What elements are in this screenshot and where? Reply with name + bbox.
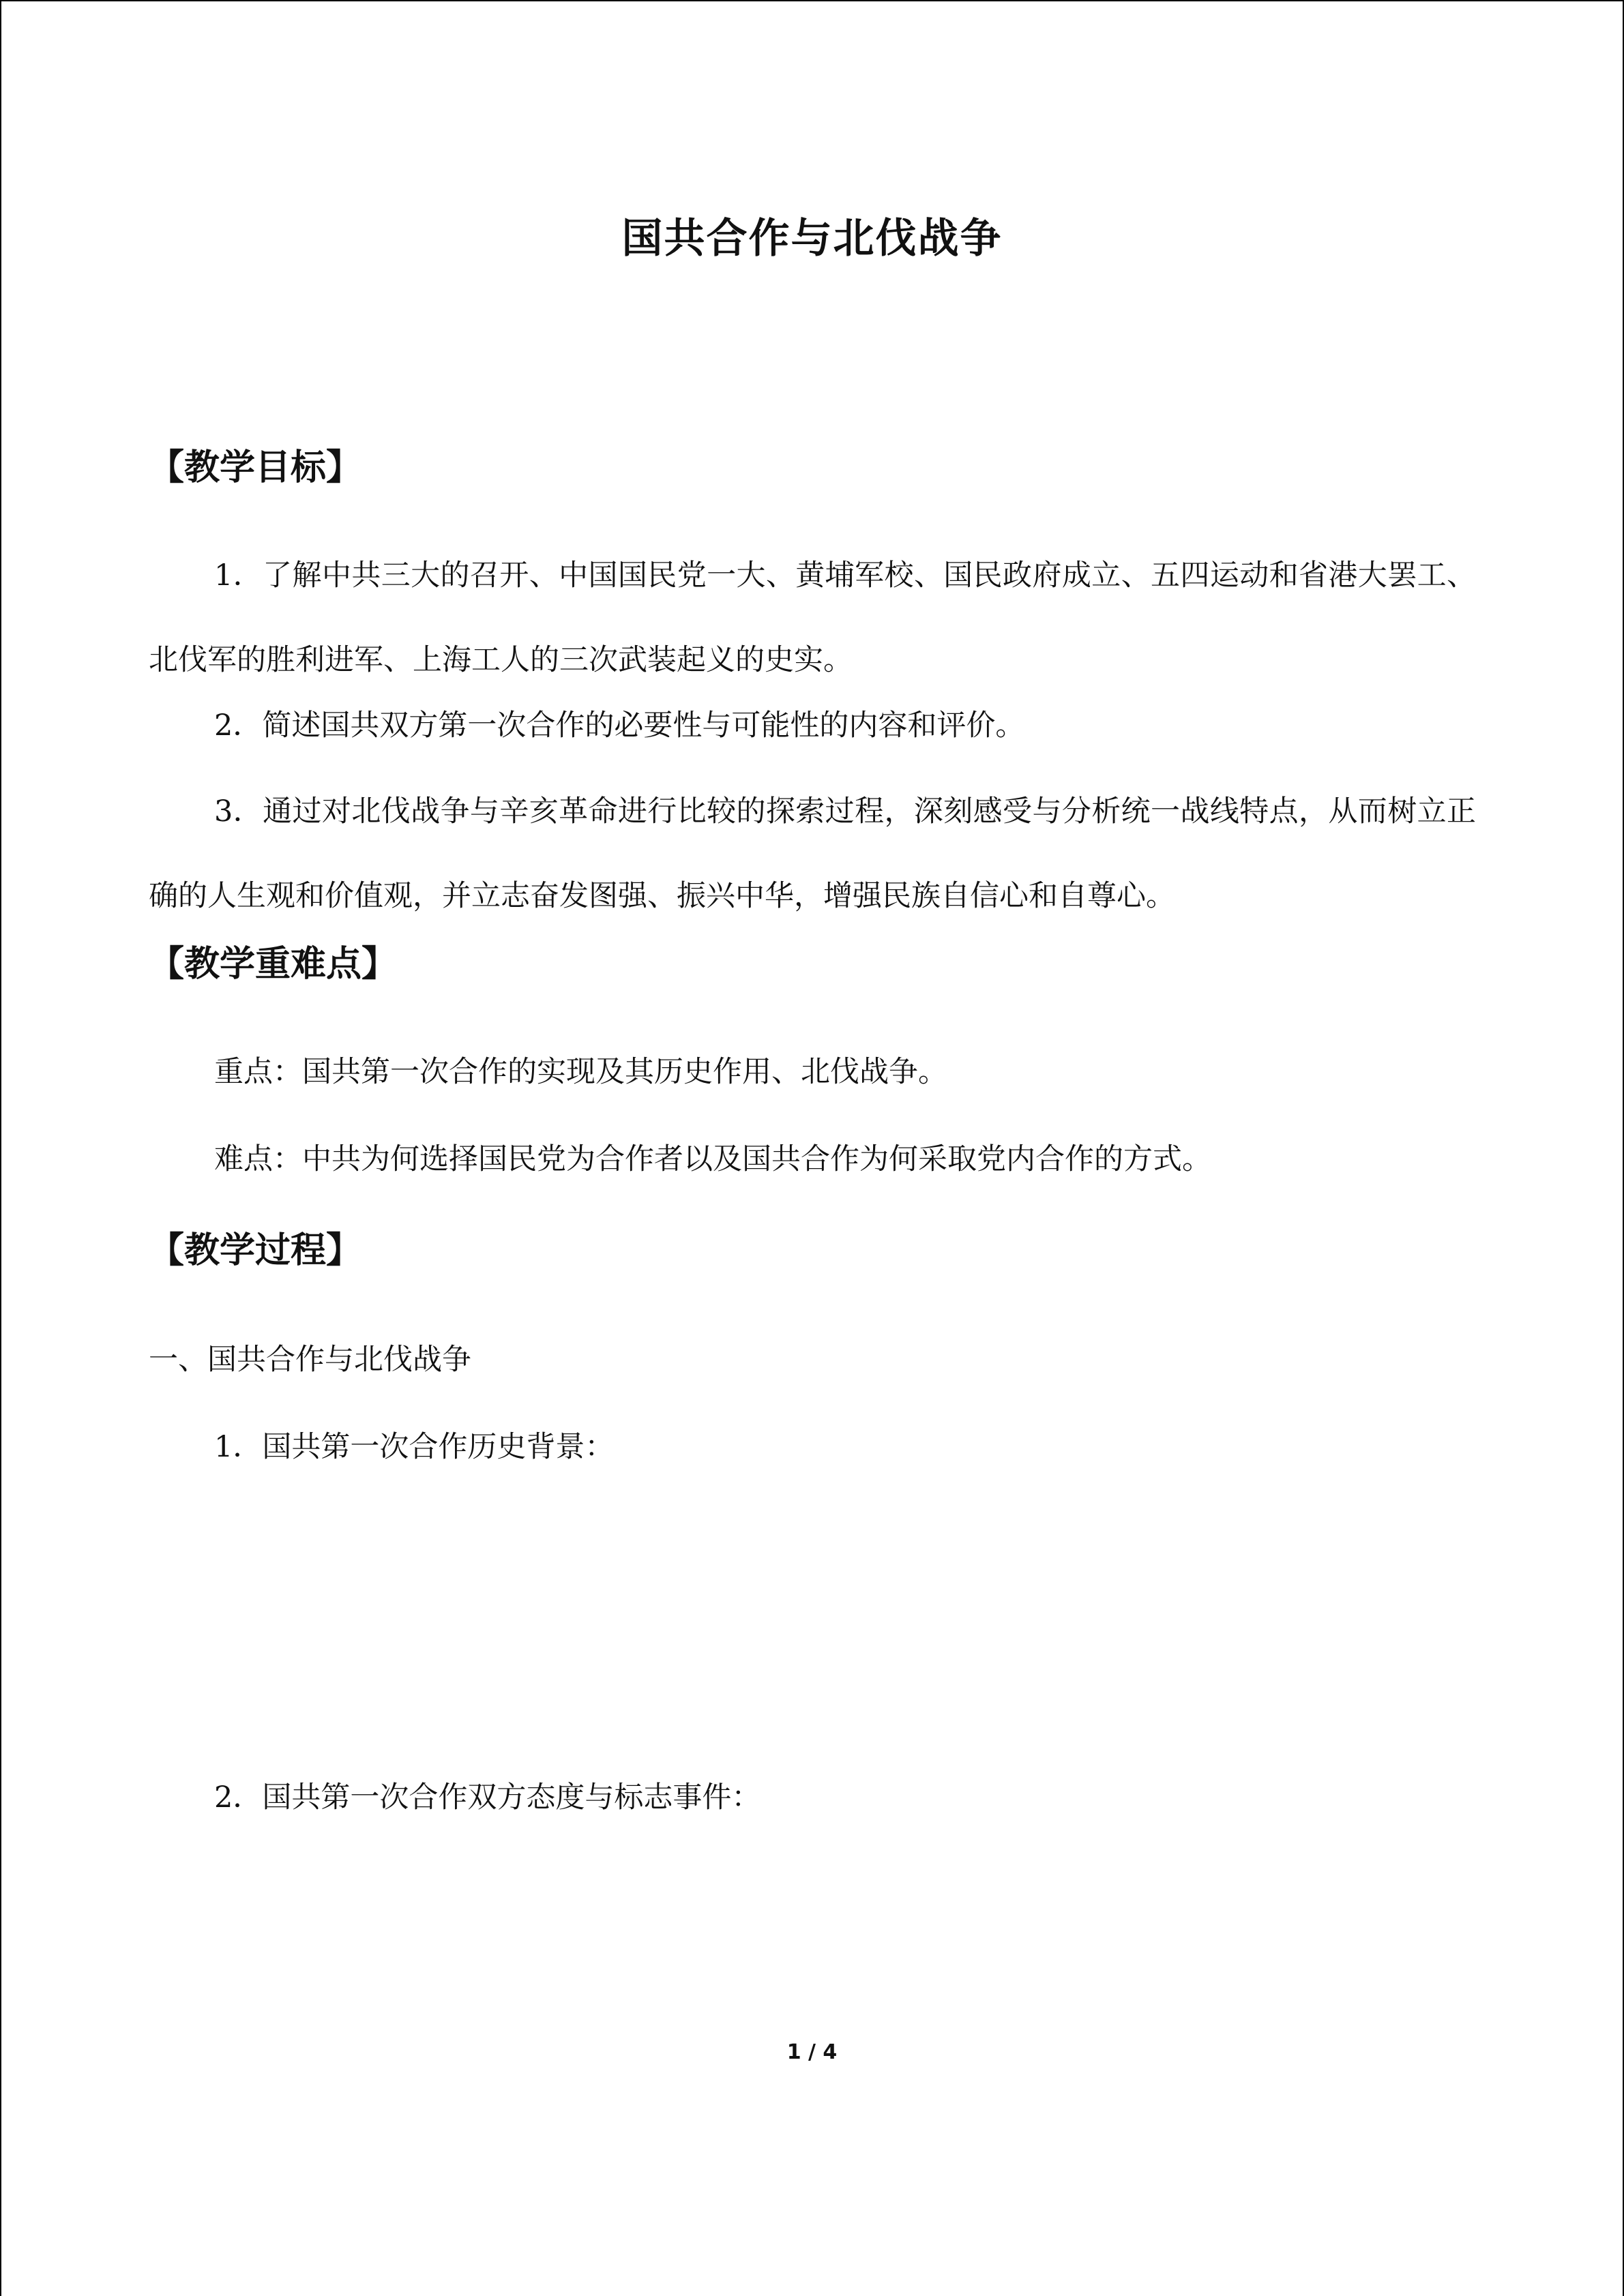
page-left-border: [0, 0, 1, 2296]
process-part-title: 一、国共合作与北伐战争: [149, 1343, 471, 1377]
process-item-2: 2．国共第一次合作双方态度与标志事件：: [214, 1780, 761, 1815]
page-top-border: [0, 0, 1624, 1]
difficult-point-text: 难点：中共为何选择国民党为合作者以及国共合作为何采取党内合作的方式。: [214, 1142, 1211, 1176]
objective-item-1: 1．了解中共三大的召开、中国国民党一大、黄埔军校、国民政府成立、五四运动和省港大罢工、北伐军的胜利进军、上海工人的三次武装起义的史实。: [149, 558, 1476, 677]
section-heading-key-points: 【教学重难点】: [149, 944, 398, 985]
key-point-text: 重点：国共第一次合作的实现及其历史作用、北伐战争。: [214, 1055, 947, 1089]
section-heading-objectives: 【教学目标】: [149, 447, 362, 488]
process-item-1: 1．国共第一次合作历史背景：: [214, 1430, 615, 1464]
objective-item-2: 2．简述国共双方第一次合作的必要性与可能性的内容和评价。: [214, 709, 1025, 743]
objective-item-3: 3．通过对北伐战争与辛亥革命进行比较的探索过程，深刻感受与分析统一战线特点，从而树立正确的人生观和价值观，并立志奋发图强、振兴中华，增强民族自信心和自尊心。: [149, 794, 1476, 913]
page-number: 1 / 4: [786, 2040, 838, 2064]
document-title: 国共合作与北伐战争: [621, 215, 1003, 263]
section-heading-process: 【教学过程】: [149, 1230, 362, 1271]
